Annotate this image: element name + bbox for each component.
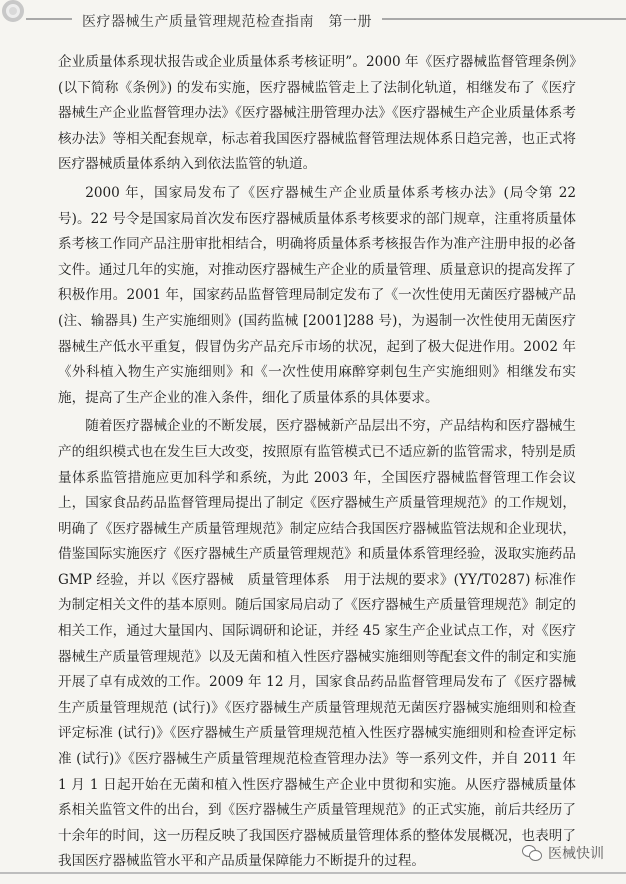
paragraph-2000-order-22: 2000 年，国家局发布了《医疗器械生产企业质量体系考核办法》(局令第 22 号)。22 号令是国家局首次发布医疗器械质量体系考核要求的部门规章，注重将质量体系考核工作同产品注册审批相结合，明确将质量体系考核报告作为准产注册申报的必备文件。通过几年的实施，对推动医疗器械生产企业的质量管理、质量意识的提高发挥了积极作用。2001 年，国家药品监督管理局制定发布了《一次性使用无菌医疗器械产品 (注、输器具) 生产实施细则》(国药监械 [2001]288 号)，为遏制一次性使用无菌医疗器械生产低水平重复，假冒伪劣产品充斥市场的状况，起到了极大促进作用。2002 年《外科植入物生产实施细则》和《一次性使用麻醉穿刺包生产实施细则》相继发布实施，提高了生产企业的准入条件，细化了质量体系的具体要求。 — [58, 184, 576, 406]
paragraph-gmp-development: 随着医疗器械企业的不断发展，医疗器械新产品层出不穷，产品结构和医疗器械生产的组织模式也在发生巨大改变，按照原有监管模式已不适应新的监管需求，特别是质量体系监管措施应更加科学和系统，为此 2003 年，全国医疗器械监督管理工作会议上，国家食品药品监督管理局提出了制定《医疗器械生产质量管理规范》的工作规划，明确了《医疗器械生产质量管理规范》制定应结合我国医疗器械监管法规和企业现状，借鉴国际实施医疗《医疗器械生产质量管理规范》和质量体系管理经验，汲取实施药品 GMP 经验，并以《医疗器械 质量管理体系 用于法规的要求》(YY/T0287) 标准作为制定相关文件的基本原则。随后国家局启动了《医疗器械生产质量管理规范》制定的相关工作，通过大量国内、国际调研和论证，并经 45 家生产企业试点工作，对《医疗器械生产质量管理规范》以及无菌和植入性医疗器械实施细则等配套文件的制定和实施开展了卓有成效的工作。2009 年 12 月，国家食品药品监督管理局发布了《医疗器械生产质量管理规范 (试行)》《医疗器械生产质量管理规范无菌医疗器械实施细则和检查评定标准 (试行)》《医疗器械生产质量管理规范植入性医疗器械实施细则和检查评定标准 (试行)》《医疗器械生产质量管理规范检查管理办法》等一系列文件，并自 2011 年 1 月 1 日起开始在无菌和植入性医疗器械生产企业中贯彻和实施。从医疗器械质量体系相关监管文件的出台，到《医疗器械生产质量管理规范》的正式实施，前后共经历了十余年的时间，这一历程反映了我国医疗器械质量管理体系的整体发展概况，也表明了我国医疗器械监管水平和产品质量保障能力不断提升的过程。 — [58, 418, 576, 870]
page-body — [58, 50, 576, 875]
watermark — [522, 842, 604, 864]
watermark-label: 医械快训 — [548, 846, 604, 862]
wechat-icon — [522, 845, 542, 861]
paragraph-continuation: 企业质量体系现状报告或企业质量体系考核证明”。2000 年《医疗器械监督管理条例》(以下简称《条例》) 的发布实施，医疗器械监管走上了法制化轨道，相继发布了《医疗器械生产企业监督管理办法》《医疗器械注册管理办法》《医疗器械生产企业质量体系考核办法》等相关配套规章，标志着我国医疗器械监督管理法规体系日趋完善，也正式将医疗器械质量体系纳入到依法监管的轨道。 — [58, 54, 576, 173]
running-title: 医疗器械生产质量管理规范检查指南 第一册 — [72, 12, 382, 32]
decorative-ring-icon — [2, 0, 24, 22]
footer-rule — [0, 872, 626, 874]
